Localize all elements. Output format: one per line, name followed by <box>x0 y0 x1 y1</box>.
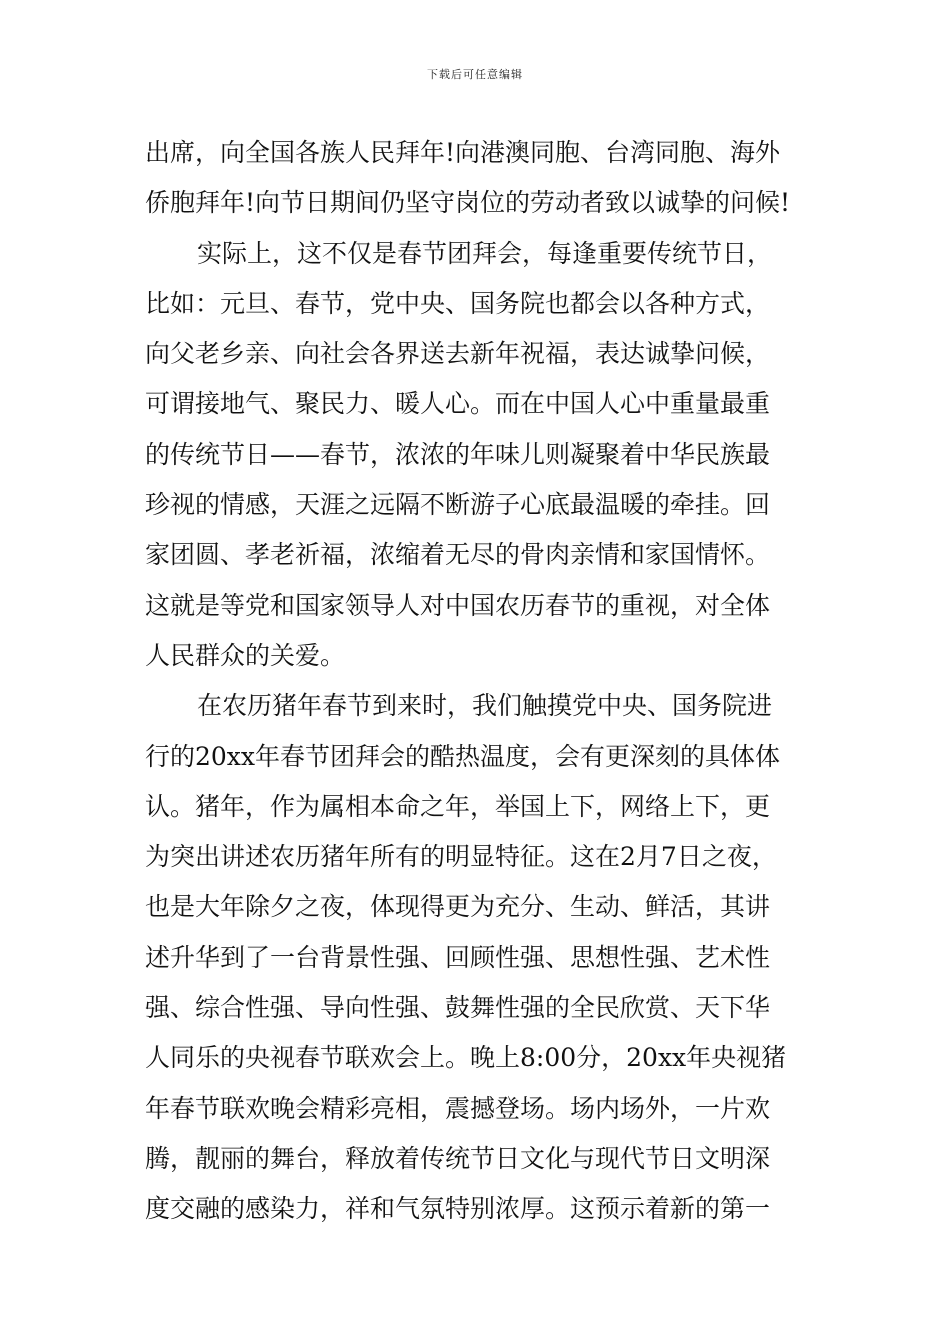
text-line: 腾，靓丽的舞台，释放着传统节日文化与现代节日文明深 <box>145 1143 771 1173</box>
text-line: 度交融的感染力，祥和气氛特别浓厚。这预示着新的第一 <box>145 1194 771 1224</box>
text-line: 这就是等党和国家领导人对中国农历春节的重视，对全体 <box>145 590 771 620</box>
text-line: 可谓接地气、聚民力、暖人心。而在中国人心中重量最重 <box>145 389 771 419</box>
text-line: 比如：元旦、春节，党中央、国务院也都会以各种方式， <box>145 288 771 318</box>
text-line: 述升华到了一台背景性强、回顾性强、思想性强、艺术性 <box>145 942 771 972</box>
text-line: 实际上，这不仅是春节团拜会，每逢重要传统节日， <box>197 238 773 268</box>
text-line: 侨胞拜年!向节日期间仍坚守岗位的劳动者致以诚挚的问候! <box>145 188 791 218</box>
page-header: 下载后可任意编辑 <box>427 68 523 81</box>
text-line: 人同乐的央视春节联欢会上。晚上8:00分，20xx年央视猪 <box>145 1043 787 1073</box>
text-line: 向父老乡亲、向社会各界送去新年祝福，表达诚挚问候， <box>145 339 771 369</box>
text-line: 强、综合性强、导向性强、鼓舞性强的全民欣赏、天下华 <box>145 993 771 1023</box>
text-line: 在农历猪年春节到来时，我们触摸党中央、国务院进 <box>197 691 773 721</box>
text-line: 行的20xx年春节团拜会的酷热温度，会有更深刻的具体体 <box>145 741 781 771</box>
paragraph-3 <box>145 681 807 1234</box>
paragraph-2 <box>145 229 807 682</box>
text-line: 出席，向全国各族人民拜年!向港澳同胞、台湾同胞、海外 <box>145 138 781 167</box>
text-line: 为突出讲述农历猪年所有的明显特征。这在2月7日之夜， <box>145 842 777 872</box>
text-line: 年春节联欢晚会精彩亮相，震撼登场。场内场外，一片欢 <box>145 1093 771 1123</box>
text-line: 珍视的情感，天涯之远隔不断游子心底最温暖的牵挂。回 <box>145 490 771 520</box>
text-line: 认。猪年，作为属相本命之年，举国上下，网络上下，更 <box>145 791 771 821</box>
paragraph-1 <box>145 128 807 229</box>
text-line: 家团圆、孝老祈福，浓缩着无尽的骨肉亲情和家国情怀。 <box>145 540 771 570</box>
text-line: 也是大年除夕之夜，体现得更为充分、生动、鲜活，其讲 <box>145 892 771 922</box>
text-line: 人民群众的关爱。 <box>145 640 346 670</box>
text-line: 的传统节日——春节，浓浓的年味儿则凝聚着中华民族最 <box>145 439 771 469</box>
document-body <box>145 128 807 1235</box>
